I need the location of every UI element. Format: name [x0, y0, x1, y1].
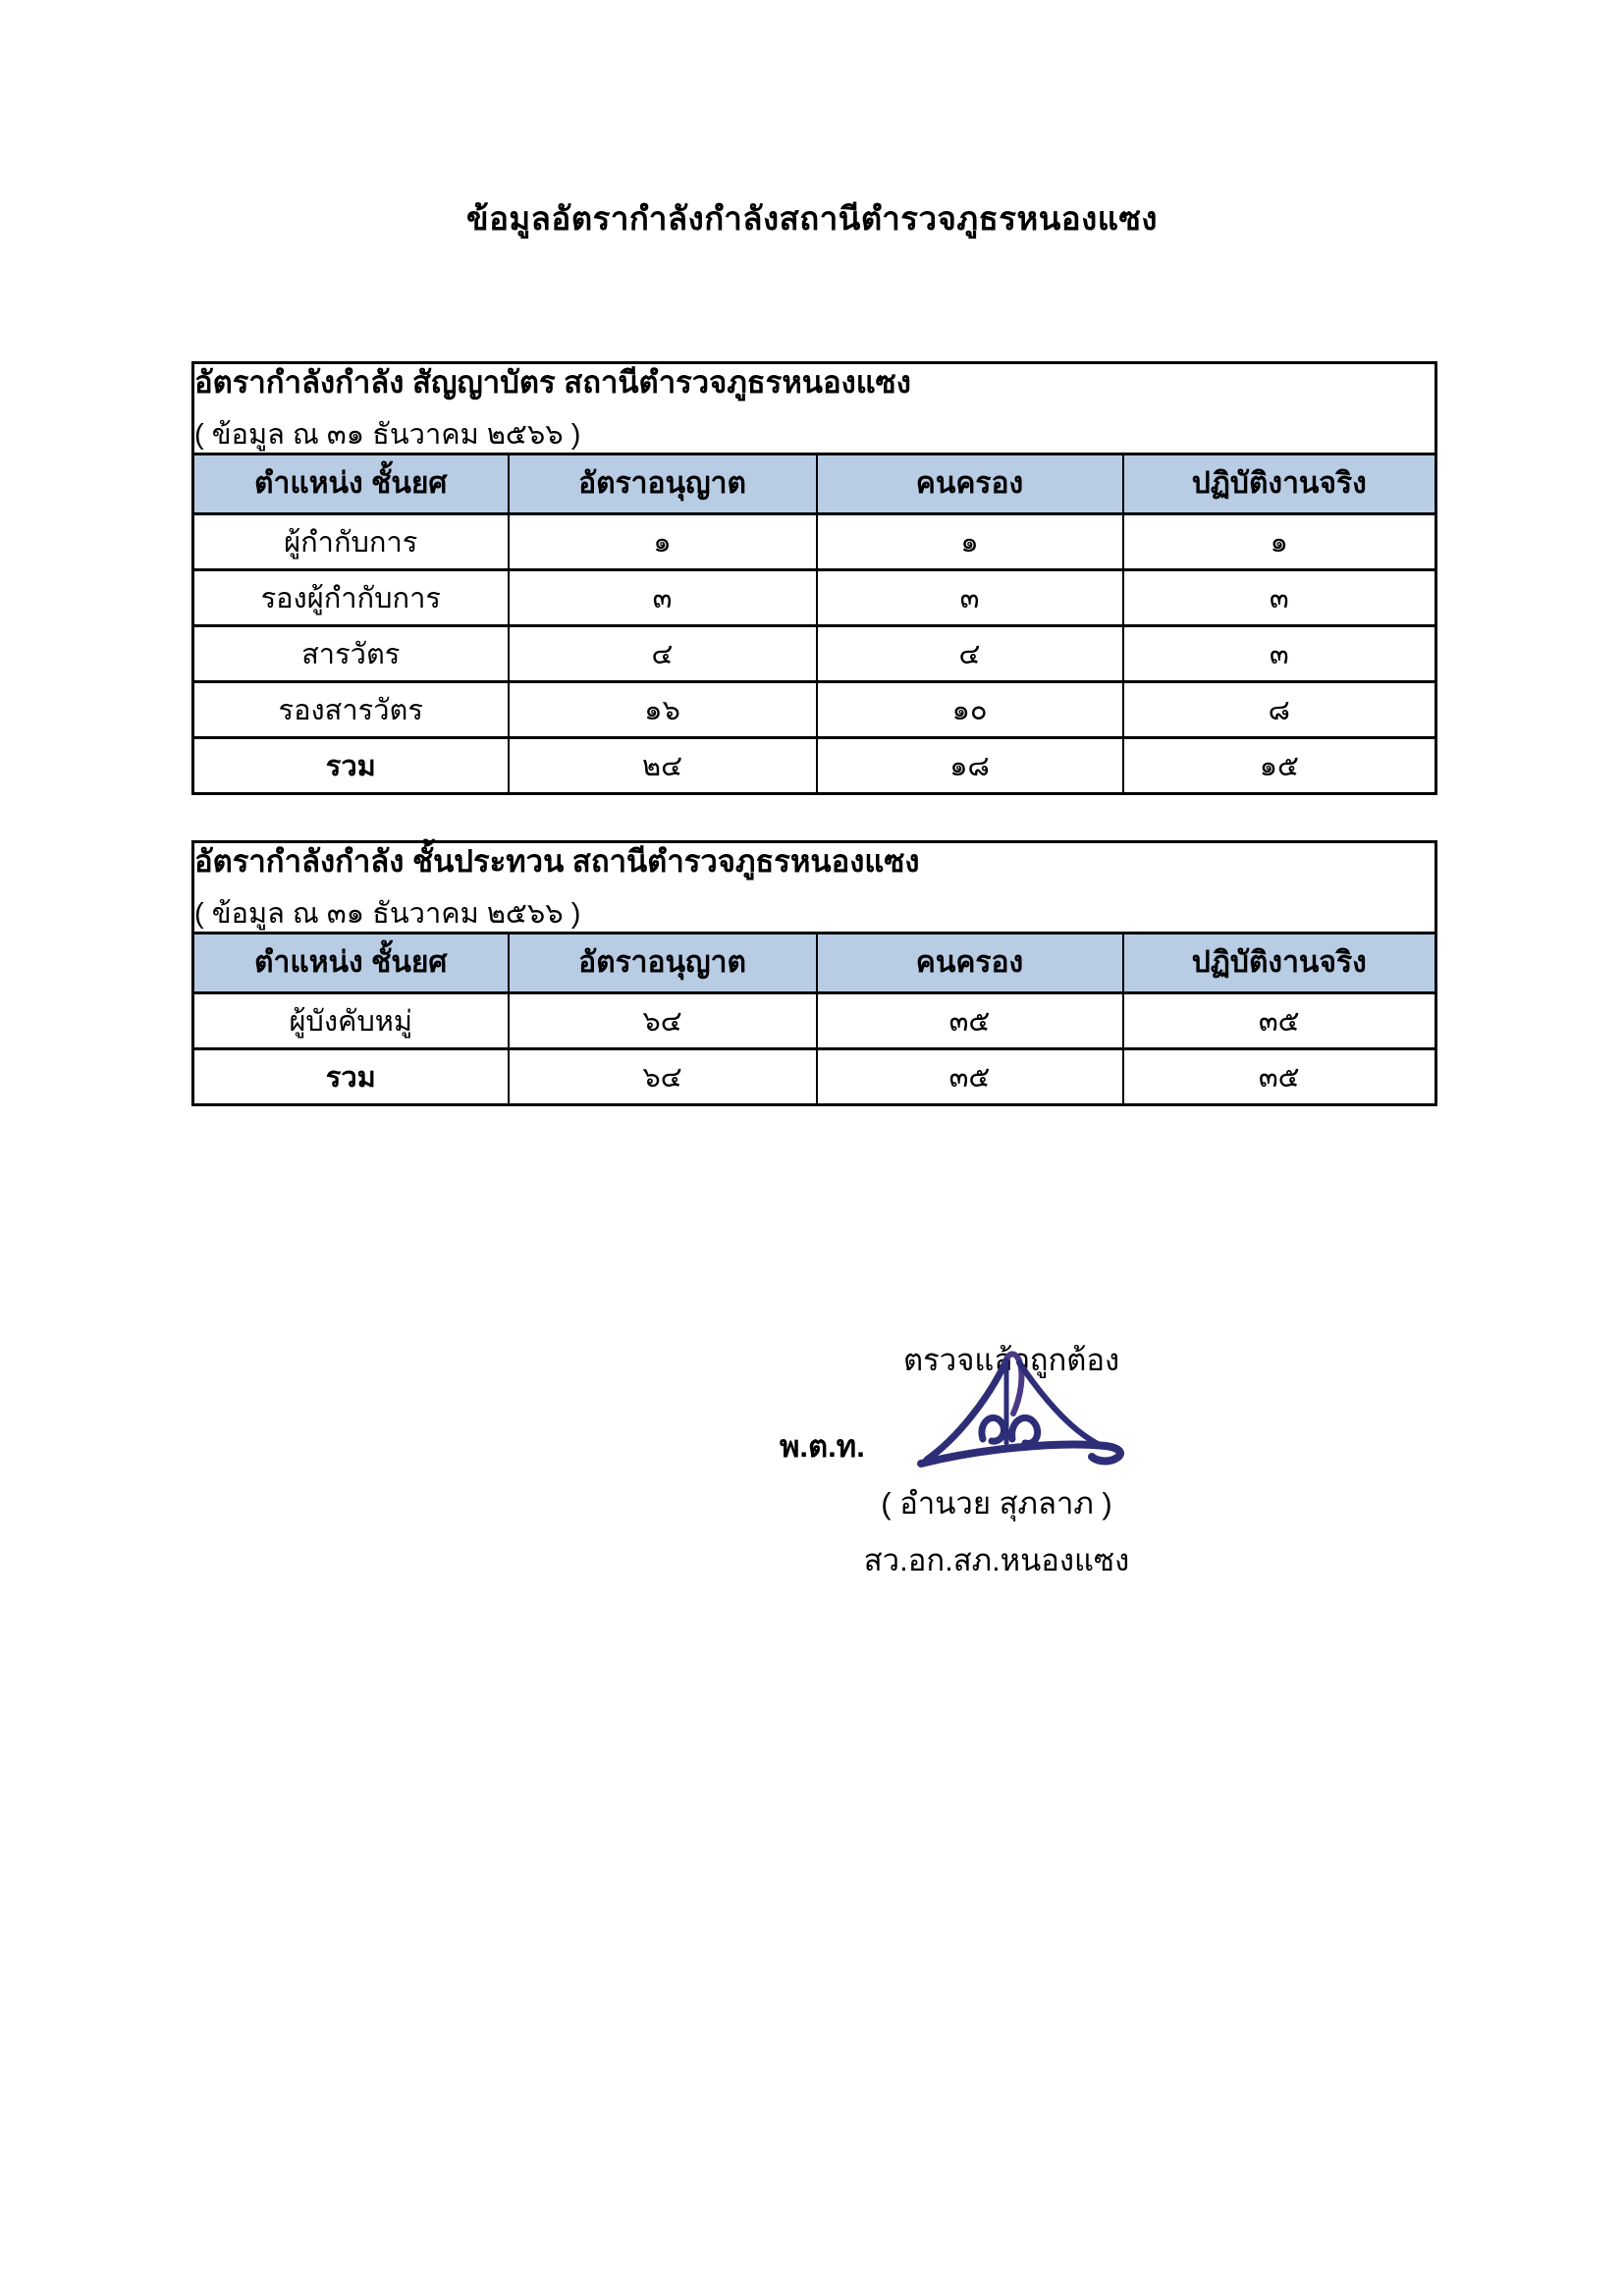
page-title: ข้อมูลอัตรากำลังกำลังสถานีตำรวจภูธรหนองแซง	[466, 200, 1158, 237]
signer-position: สว.อก.สภ.หนองแซง	[863, 1543, 1130, 1577]
occupied-cell: ๓๕	[817, 992, 1123, 1048]
table-row	[193, 513, 1436, 569]
table-subcaption: ( ข้อมูล ณ ๓๑ ธันวาคม ๒๕๖๖ )	[194, 418, 581, 451]
column-header-position: ตำแหน่ง ชั้นยศ	[193, 933, 509, 992]
actual-cell: ๘	[1123, 681, 1436, 737]
table-header-row	[193, 454, 1436, 513]
column-header-authorized: อัตราอนุญาต	[509, 454, 817, 513]
table-row	[193, 992, 1436, 1048]
occupied-total-cell: ๑๘	[817, 737, 1123, 793]
occupied-cell: ๓	[817, 569, 1123, 625]
table-caption: อัตรากำลังกำลัง ชั้นประทวน สถานีตำรวจภูธรหนองแซง	[194, 844, 920, 879]
commissioned-officers-table	[191, 361, 1437, 795]
table-row	[193, 625, 1436, 681]
table-caption-row	[193, 363, 1436, 454]
total-label-cell: รวม	[193, 737, 509, 793]
occupied-total-cell: ๓๕	[817, 1048, 1123, 1104]
non-commissioned-officers-table	[191, 840, 1437, 1106]
position-cell: ผู้บังคับหมู่	[193, 992, 509, 1048]
column-header-actual: ปฏิบัติงานจริง	[1123, 454, 1436, 513]
authorized-cell: ๔	[509, 625, 817, 681]
actual-total-cell: ๓๕	[1123, 1048, 1436, 1104]
position-cell: ผู้กำกับการ	[193, 513, 509, 569]
signer-name: ( อำนวย สุภลาภ )	[881, 1486, 1112, 1521]
table-caption-row	[193, 842, 1436, 934]
verified-text: ตรวจแล้วถูกต้อง	[903, 1343, 1120, 1377]
actual-cell: ๓	[1123, 569, 1436, 625]
column-header-actual: ปฏิบัติงานจริง	[1123, 933, 1436, 992]
column-header-authorized: อัตราอนุญาต	[509, 933, 817, 992]
authorized-total-cell: ๒๔	[509, 737, 817, 793]
actual-cell: ๓๕	[1123, 992, 1436, 1048]
table-total-row	[193, 737, 1436, 793]
table-row	[193, 681, 1436, 737]
table-header-row	[193, 933, 1436, 992]
actual-total-cell: ๑๕	[1123, 737, 1436, 793]
occupied-cell: ๑๐	[817, 681, 1123, 737]
authorized-cell: ๑๖	[509, 681, 817, 737]
position-cell: รองผู้กำกับการ	[193, 569, 509, 625]
occupied-cell: ๔	[817, 625, 1123, 681]
actual-cell: ๑	[1123, 513, 1436, 569]
table-subcaption: ( ข้อมูล ณ ๓๑ ธันวาคม ๒๕๖๖ )	[194, 897, 581, 930]
column-header-occupied: คนครอง	[817, 454, 1123, 513]
authorized-total-cell: ๖๔	[509, 1048, 817, 1104]
position-cell: รองสารวัตร	[193, 681, 509, 737]
occupied-cell: ๑	[817, 513, 1123, 569]
actual-cell: ๓	[1123, 625, 1436, 681]
column-header-position: ตำแหน่ง ชั้นยศ	[193, 454, 509, 513]
table-row	[193, 569, 1436, 625]
authorized-cell: ๓	[509, 569, 817, 625]
column-header-occupied: คนครอง	[817, 933, 1123, 992]
position-cell: สารวัตร	[193, 625, 509, 681]
authorized-cell: ๑	[509, 513, 817, 569]
handwritten-signature	[911, 1349, 1139, 1478]
table-total-row	[193, 1048, 1436, 1104]
total-label-cell: รวม	[193, 1048, 509, 1104]
authorized-cell: ๖๔	[509, 992, 817, 1048]
signer-rank: พ.ต.ท.	[780, 1429, 865, 1464]
table-caption: อัตรากำลังกำลัง สัญญาบัตร สถานีตำรวจภูธรหนองแซง	[194, 365, 911, 400]
